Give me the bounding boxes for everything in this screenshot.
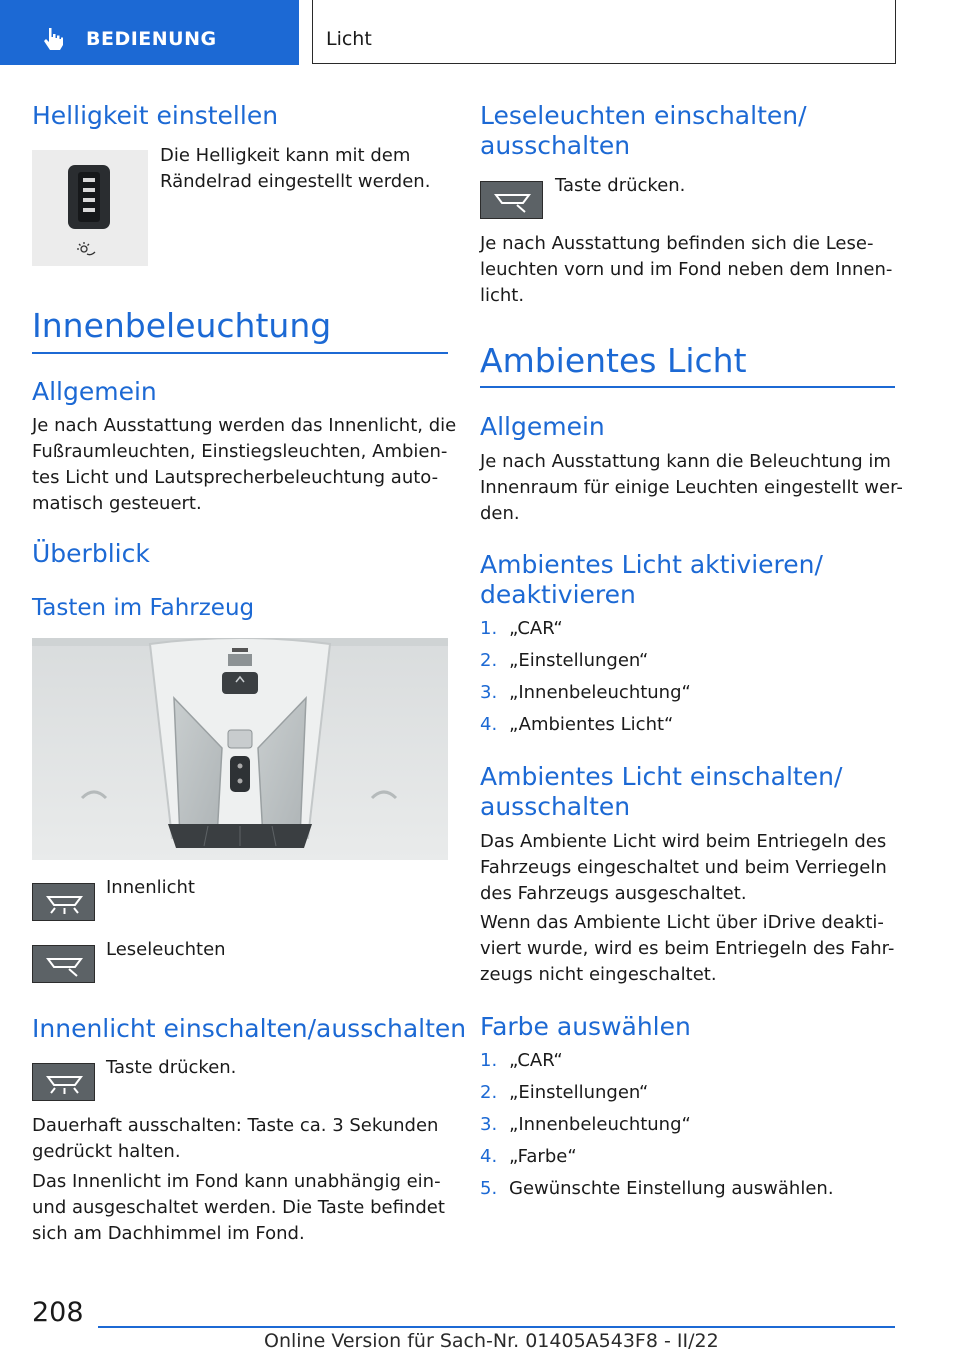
thumbwheel-image — [32, 150, 148, 266]
footer-rule — [98, 1326, 895, 1328]
overview-heading: Überblick — [32, 539, 150, 568]
reading-light-text: Je nach Ausstattung befinden sich die Lese- leuchten vorn und im Fond neben dem Innen- licht. — [480, 233, 893, 306]
brightness-heading: Helligkeit einstellen — [32, 101, 279, 130]
heading-rule — [32, 352, 448, 354]
chapter-title-box — [312, 0, 896, 64]
buttons-heading: Tasten im Fahrzeug — [32, 595, 255, 621]
section-tab — [0, 0, 299, 65]
legend-interior-light: Innenlicht — [106, 877, 195, 898]
general-text-left: Je nach Ausstattung werden das Innenlicht, die Fußraumleuchten, Einstiegsleuchten, Ambien- tes Licht und Lautsprecherbeleuchtung auto- matisch gesteuert. — [32, 415, 457, 514]
rear-light-text: Das Innenlicht im Fond kann unabhängig ein- und ausgeschaltet werden. Die Taste befindet sich am Dachhimmel im Fond. — [32, 1171, 445, 1244]
press-button-text-right: Taste drücken. — [555, 175, 686, 196]
color-heading: Farbe auswählen — [480, 1012, 691, 1041]
reading-light-heading: Leseleuchten einschalten/ ausschalten — [480, 101, 807, 160]
ambient-switch-heading: Ambientes Licht einschalten/ ausschalten — [480, 762, 843, 821]
page-number: 208 — [32, 1297, 84, 1328]
general-heading-right: Allgemein — [480, 412, 605, 441]
online-version-text: Online Version für Sach-Nr. 01405A543F8 - II/22 — [264, 1330, 719, 1352]
roof-console-image — [32, 638, 448, 860]
general-text-right: Je nach Ausstattung kann die Beleuchtung im Innenraum für einige Leuchten eingestellt wer- den. — [480, 451, 903, 524]
interior-switch-heading: Innenlicht einschalten/ausschalten — [32, 1014, 467, 1043]
idrive-text: Wenn das Ambiente Licht über iDrive deakti- viert wurde, wird es beim Entriegeln des Fahr- zeugs nicht eingeschaltet. — [480, 912, 895, 985]
reading-light-button-icon — [32, 945, 95, 983]
ambient-switch-text: Das Ambiente Licht wird beim Entriegeln des Fahrzeugs eingeschaltet und beim Verriegeln des Fahrzeugs ausgeschaltet. — [480, 831, 887, 904]
press-button-text-left: Taste drücken. — [106, 1057, 237, 1078]
heading-rule — [480, 386, 895, 388]
legend-reading-light: Leseleuchten — [106, 939, 226, 960]
chapter-title: Licht — [326, 28, 372, 50]
ambient-activate-heading: Ambientes Licht aktivieren/ deaktivieren — [480, 550, 823, 609]
reading-light-button-icon — [480, 181, 543, 219]
brightness-text: Die Helligkeit kann mit dem Rändelrad eingestellt werden. — [160, 145, 431, 192]
ambient-light-heading: Ambientes Licht — [480, 341, 747, 380]
innenbeleuchtung-heading: Innenbeleuchtung — [32, 306, 332, 345]
general-heading-left: Allgemein — [32, 377, 157, 406]
section-label: BEDIENUNG — [86, 28, 217, 50]
interior-light-button-icon — [32, 883, 95, 921]
permanent-off-text: Dauerhaft ausschalten: Taste ca. 3 Sekunden gedrückt halten. — [32, 1115, 439, 1162]
hand-pointer-icon — [40, 26, 66, 52]
interior-light-button-icon — [32, 1063, 95, 1101]
